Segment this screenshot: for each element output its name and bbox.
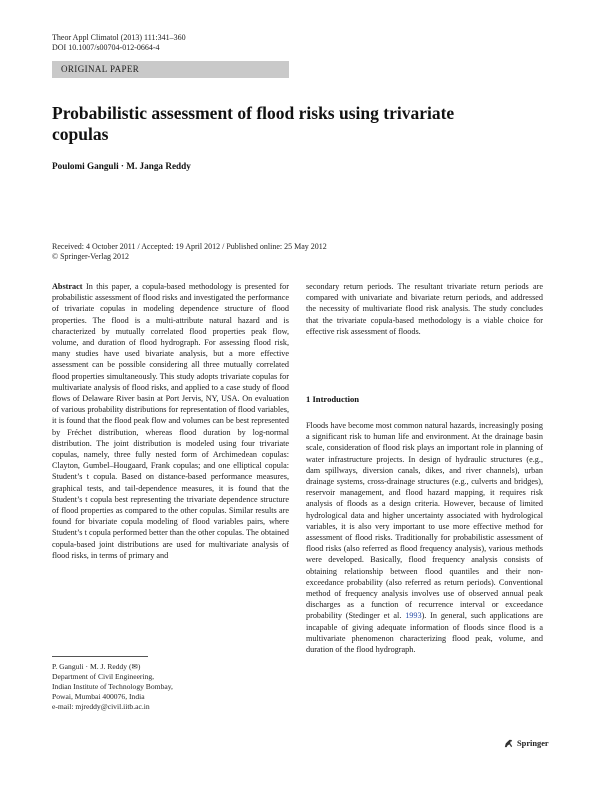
paper-title: Probabilistic assessment of flood risks using trivariate copulas bbox=[52, 103, 455, 144]
doi: DOI 10.1007/s00704-012-0664-4 bbox=[52, 43, 160, 52]
footnote-divider bbox=[52, 656, 148, 657]
author-affiliation bbox=[52, 662, 173, 712]
introduction-text-cont: ). In general, such applications are incapable of giving adequate information of floods since flood is a multivariate phenomenon characterizing flood peak, volume, and duration of the flood hydrograph. bbox=[306, 611, 543, 655]
publication-dates bbox=[52, 242, 327, 262]
affiliation-city: Powai, Mumbai 400076, India bbox=[52, 692, 145, 701]
journal-reference bbox=[52, 33, 186, 53]
abstract-continued: secondary return periods. The resultant trivariate return periods are compared with univariate and bivariate return periods, and addressed the necessity of multivariate flood risk analysis. The study concludes that the trivariate copula-based methodology is a viable choice for effective risk assessment of floods. bbox=[306, 282, 543, 336]
affiliation-name: P. Ganguli · M. J. Reddy (✉) bbox=[52, 662, 141, 671]
abstract-text: In this paper, a copula-based methodology is presented for probabilistic assessment of flood risks and investigated the performance of trivariate copulas in modeling dependence structure of flood properties. The flood is a multi-attribute natural hazard and is characterized by mutually correlated flood properties peak flow, volume, and duration of flood hydrograph. For assessing flood risk, many studies have used bivariate analysis, but a more effective assessment can be possible considering all three mutually correlated flood properties simultaneously. This study adopts trivariate copulas for multivariate analysis of flood risks, and applied to a case study of flood flows of Delaware River basin at Port Jervis, NY, USA. On evaluation of various probability distributions for representation of flood variables, it is found that the flood peak flow and volumes can be best represented by Fréchet distribution, whereas flood duration by log-normal distribution. The joint distribution is modeled using four trivariate copulas, namely, three fully nested form of Archimedean copulas: Clayton, Gumbel–Hougaard, Frank copulas; and one elliptical copula: Student’s t copula. Based on distance-based performance measures, graphical tests, and tail-dependence measures, it is found that the Student’s t copula best representing the trivariate dependence structure of flood properties as compared to the other copulas. Similar results are found for bivariate copula modeling of flood variables pairs, where Student’s t copula performed better than the other copulas. The obtained copula-based joint distributions are used for multivariate analysis of flood risks, in terms of primary and bbox=[52, 282, 289, 560]
publisher-logo bbox=[503, 738, 549, 749]
springer-horse-icon bbox=[503, 738, 514, 749]
publisher-name: Springer bbox=[517, 739, 549, 748]
article-type-label: ORIGINAL PAPER bbox=[61, 64, 140, 74]
introduction-text: Floods have become most common natural hazards, increasingly posing a significant risk to human life and environment. At the drainage basin scale, consideration of flood risk plays an important role in planning of water infrastructure projects. In design of hydraulic structures (e.g., dam spillways, diversion canals, dikes, and river channels), urban drainage systems, cross-drainage structures (e.g., culverts and bridges), reservoir management, and flood hazard mapping, it requires risk analysis of floods as a design criteria. However, because of limited hydrological data and higher uncertainty associated with hydrological variables, it is also very important to use more effective method for assessment of flood risks. Traditionally for probabilistic assessment of flood risks (also referred as flood frequency analysis), various methods were developed. Basically, flood frequency analysis consists of obtaining relationship between flood quantiles and their non-exceedance probability (also referred as return periods). Conventional method of frequency analysis involves use of observed annual peak discharges as a function of recurrence interval or exceedance probability (Stedinger et al. bbox=[306, 421, 543, 621]
article-type-band bbox=[52, 61, 289, 78]
abstract-label: Abstract bbox=[52, 282, 83, 291]
author-list: Poulomi Ganguli · M. Janga Reddy bbox=[52, 161, 191, 171]
affiliation-email[interactable]: e-mail: mjreddy@civil.iitb.ac.in bbox=[52, 702, 150, 711]
citation-link[interactable]: 1993 bbox=[405, 611, 422, 621]
introduction-body bbox=[306, 420, 543, 655]
section-heading-introduction: 1 Introduction bbox=[306, 394, 360, 404]
received-accepted-dates: Received: 4 October 2011 / Accepted: 19 April 2012 / Published online: 25 May 2012 bbox=[52, 242, 327, 251]
affiliation-department: Department of Civil Engineering, bbox=[52, 672, 155, 681]
journal-citation: Theor Appl Climatol (2013) 111:341–360 bbox=[52, 33, 186, 42]
abstract bbox=[52, 281, 289, 561]
copyright-line: © Springer-Verlag 2012 bbox=[52, 252, 130, 261]
affiliation-institute: Indian Institute of Technology Bombay, bbox=[52, 682, 173, 691]
